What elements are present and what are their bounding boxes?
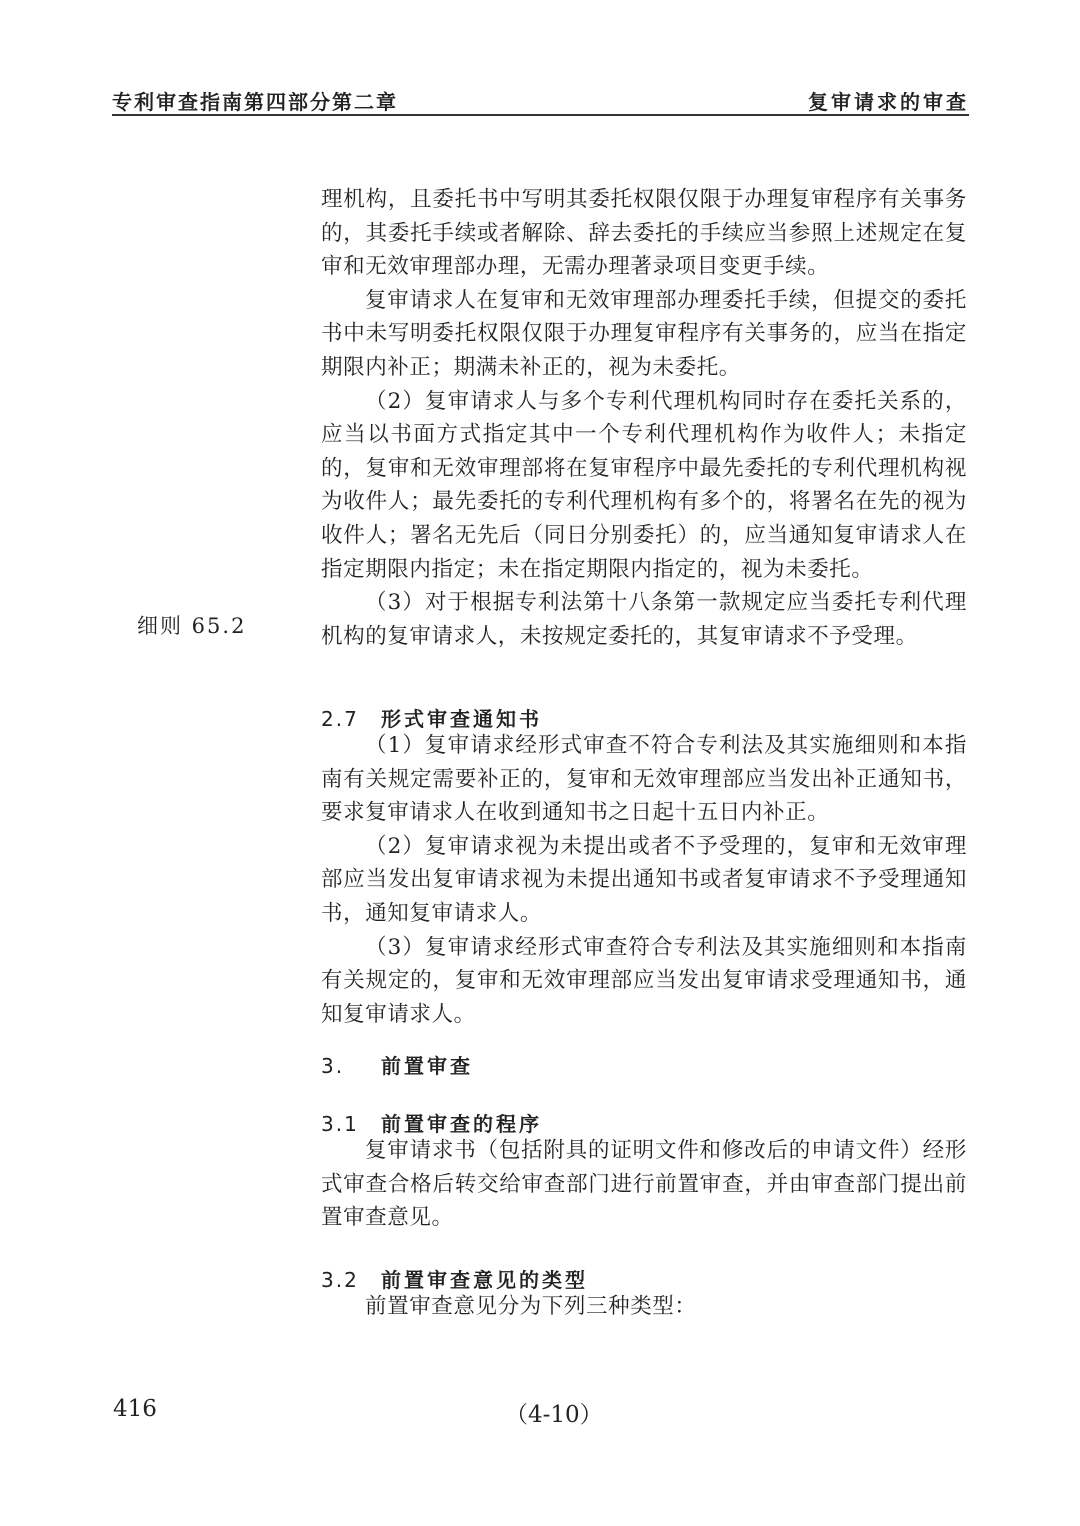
paragraph: （2）复审请求视为未提出或者不予受理的，复审和无效审理部应当发出复审请求视为未提出通知书或者复审请求不予受理通知书，通知复审请求人。 (321, 833, 967, 926)
section-heading-2-7 (321, 703, 542, 732)
paragraph: 复审请求书（包括附具的证明文件和修改后的申请文件）经形式审查合格后转交给审查部门进行前置审查，并由审查部门提出前置审查意见。 (321, 1138, 967, 1231)
section-number: 3. (321, 1054, 345, 1078)
header-section-title: 复审请求的审查 (808, 90, 969, 114)
margin-note-rule-reference: 细则 65.2 (137, 614, 247, 638)
section-title: 形式审查通知书 (381, 707, 542, 731)
page-number: 416 (113, 1396, 157, 1422)
paragraph: （3）对于根据专利法第十八条第一款规定应当委托专利代理机构的复审请求人，未按规定委托的，其复审请求不予受理。 (321, 590, 967, 649)
paragraph: 前置审查意见分为下列三种类型： (365, 1294, 697, 1319)
paragraph: （3）复审请求经形式审查符合专利法及其实施细则和本指南有关规定的，复审和无效审理部应当发出复审请求受理通知书，通知复审请求人。 (321, 934, 967, 1027)
section-title: 前置审查 (381, 1054, 473, 1078)
paragraph: （2）复审请求人与多个专利代理机构同时存在委托关系的，应当以书面方式指定其中一个专利代理机构作为收件人；未指定的，复审和无效审理部将在复审程序中最先委托的专利代理机构视为收件人；最先委托的专利代理机构有多个的，将署名在先的视为收件人；署名无先后（同日分别委托）的，应当通知复审请求人在指定期限内指定；未在指定期限内指定的，视为未委托。 (321, 388, 967, 582)
body-block-3-1 (321, 1134, 967, 1235)
section-heading-3 (321, 1050, 473, 1079)
paragraph-continued: 理机构，且委托书中写明其委托权限仅限于办理复审程序有关事务的，其委托手续或者解除、辞去委托的手续应当参照上述规定在复审和无效审理部办理，无需办理著录项目变更手续。 (321, 187, 967, 280)
section-title: 前置审查的程序 (381, 1112, 542, 1136)
paragraph: （1）复审请求经形式审查不符合专利法及其实施细则和本指南有关规定需要补正的，复审和无效审理部应当发出补正通知书，要求复审请求人在收到通知书之日起十五日内补正。 (321, 733, 967, 826)
section-number: 3.2 (321, 1268, 359, 1292)
body-block-1 (321, 183, 967, 653)
section-number: 3.1 (321, 1112, 359, 1136)
body-block-2-7 (321, 729, 967, 1031)
section-page-number: （4-10） (505, 1402, 603, 1428)
section-heading-3-1 (321, 1108, 542, 1137)
section-heading-3-2 (321, 1264, 588, 1293)
body-block-3-2 (321, 1290, 967, 1324)
section-title: 前置审查意见的类型 (381, 1268, 588, 1292)
paragraph: 复审请求人在复审和无效审理部办理委托手续，但提交的委托书中未写明委托权限仅限于办理复审程序有关事务的，应当在指定期限内补正；期满未补正的，视为未委托。 (321, 287, 967, 380)
section-number: 2.7 (321, 707, 359, 731)
running-header (112, 84, 969, 116)
header-chapter-title: 专利审查指南第四部分第二章 (112, 90, 398, 114)
